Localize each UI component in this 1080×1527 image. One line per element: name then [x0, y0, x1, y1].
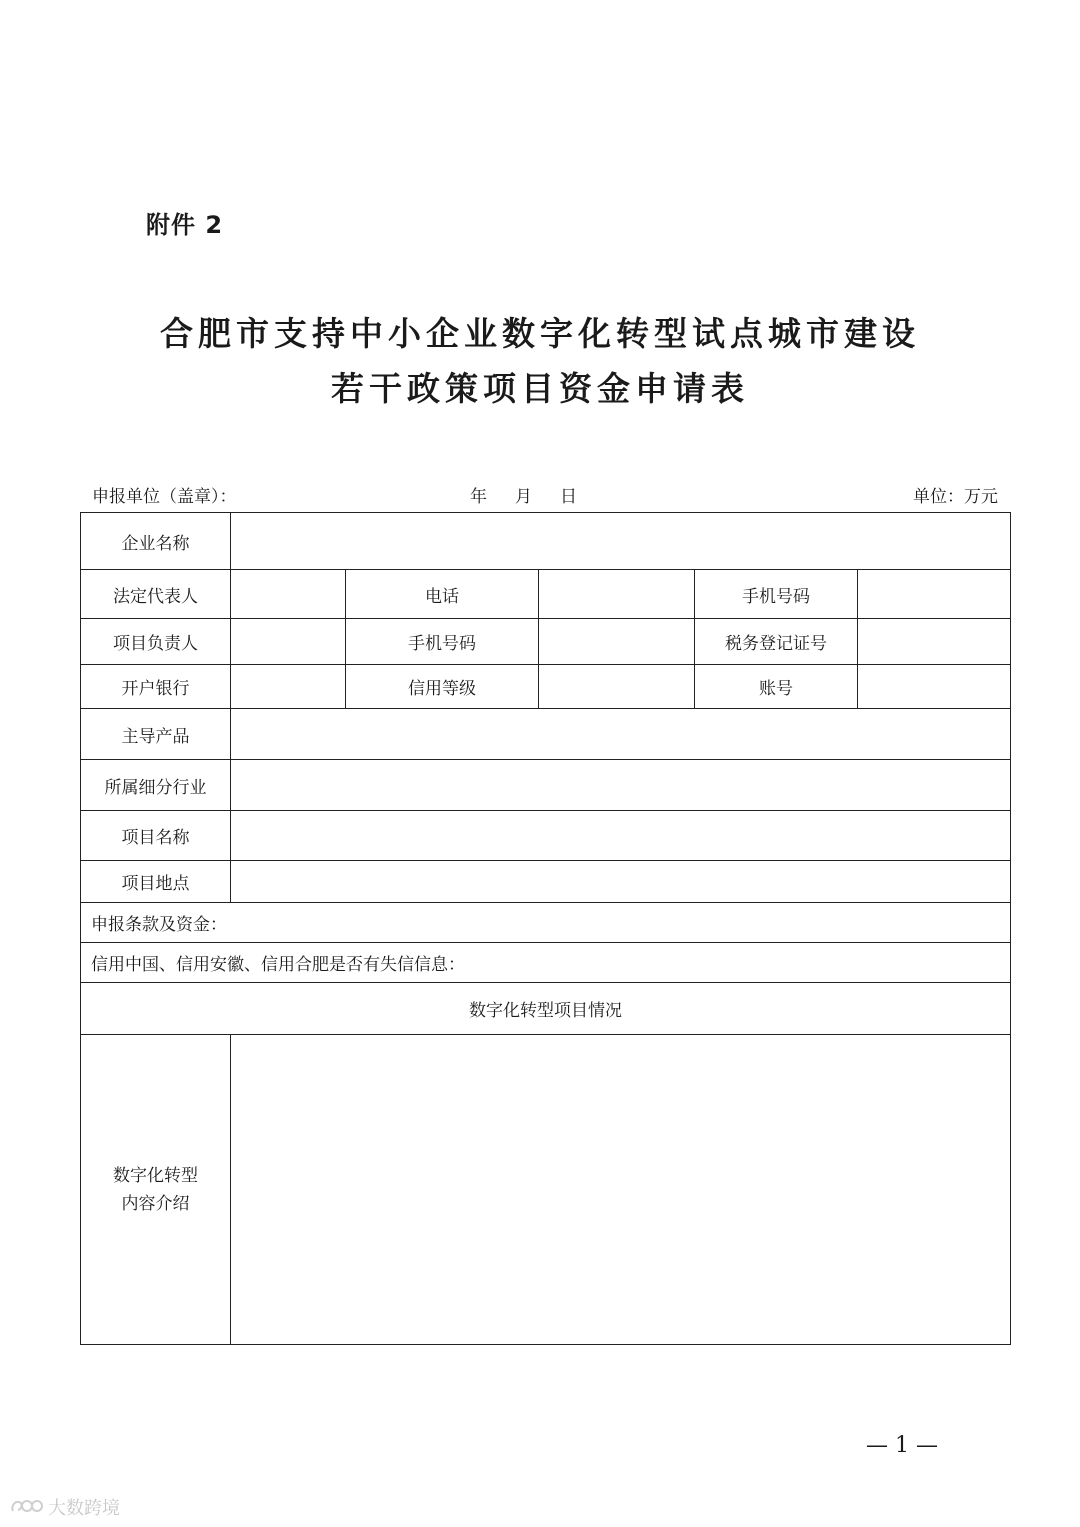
year-label: 年 — [470, 487, 487, 507]
tax-reg-field[interactable] — [858, 619, 1011, 665]
legal-rep-label: 法定代表人 — [81, 570, 231, 619]
credit-level-label: 信用等级 — [346, 665, 539, 709]
main-product-field[interactable] — [231, 709, 1011, 760]
account-label: 账号 — [695, 665, 858, 709]
application-form-table — [80, 512, 1011, 1345]
account-field[interactable] — [858, 665, 1011, 709]
company-name-label: 企业名称 — [81, 513, 231, 570]
phone-field[interactable] — [539, 570, 695, 619]
section-title: 数字化转型项目情况 — [81, 983, 1011, 1035]
watermark — [10, 1494, 120, 1520]
intro-label-line1: 数字化转型 — [113, 1165, 198, 1186]
intro-label-line2: 内容介绍 — [121, 1193, 190, 1214]
intro-field[interactable] — [231, 1035, 1011, 1345]
day-label: 日 — [560, 487, 577, 507]
month-label: 月 — [515, 487, 532, 507]
industry-label: 所属细分行业 — [81, 760, 231, 811]
project-location-label: 项目地点 — [81, 861, 231, 903]
main-product-label: 主导产品 — [81, 709, 231, 760]
document-title-line1: 合肥市支持中小企业数字化转型试点城市建设 — [160, 314, 920, 353]
company-name-field[interactable] — [231, 513, 1011, 570]
project-manager-field[interactable] — [231, 619, 346, 665]
page-number: — 1 — — [866, 1433, 938, 1458]
project-location-field[interactable] — [231, 861, 1011, 903]
bank-label: 开户银行 — [81, 665, 231, 709]
intro-label — [81, 1035, 231, 1345]
mobile-field[interactable] — [858, 570, 1011, 619]
project-name-label: 项目名称 — [81, 811, 231, 861]
tax-reg-label: 税务登记证号 — [695, 619, 858, 665]
clauses-funds-field[interactable]: 申报条款及资金： — [81, 903, 1011, 943]
mobile-label: 手机号码 — [695, 570, 858, 619]
bank-field[interactable] — [231, 665, 346, 709]
phone-label: 电话 — [346, 570, 539, 619]
mobile2-field[interactable] — [539, 619, 695, 665]
watermark-logo-icon — [10, 1497, 44, 1517]
mobile2-label: 手机号码 — [346, 619, 539, 665]
attachment-label: 附件 2 — [146, 211, 224, 239]
legal-rep-field[interactable] — [231, 570, 346, 619]
unit-label: 单位：万元 — [913, 487, 998, 507]
project-name-field[interactable] — [231, 811, 1011, 861]
project-manager-label: 项目负责人 — [81, 619, 231, 665]
applicant-label: 申报单位（盖章）： — [92, 487, 237, 507]
date-line — [470, 482, 605, 507]
credit-level-field[interactable] — [539, 665, 695, 709]
watermark-text: 大数跨境 — [48, 1498, 120, 1519]
industry-field[interactable] — [231, 760, 1011, 811]
credit-info-field[interactable]: 信用中国、信用安徽、信用合肥是否有失信信息： — [81, 943, 1011, 983]
document-title-line2: 若干政策项目资金申请表 — [331, 369, 749, 408]
